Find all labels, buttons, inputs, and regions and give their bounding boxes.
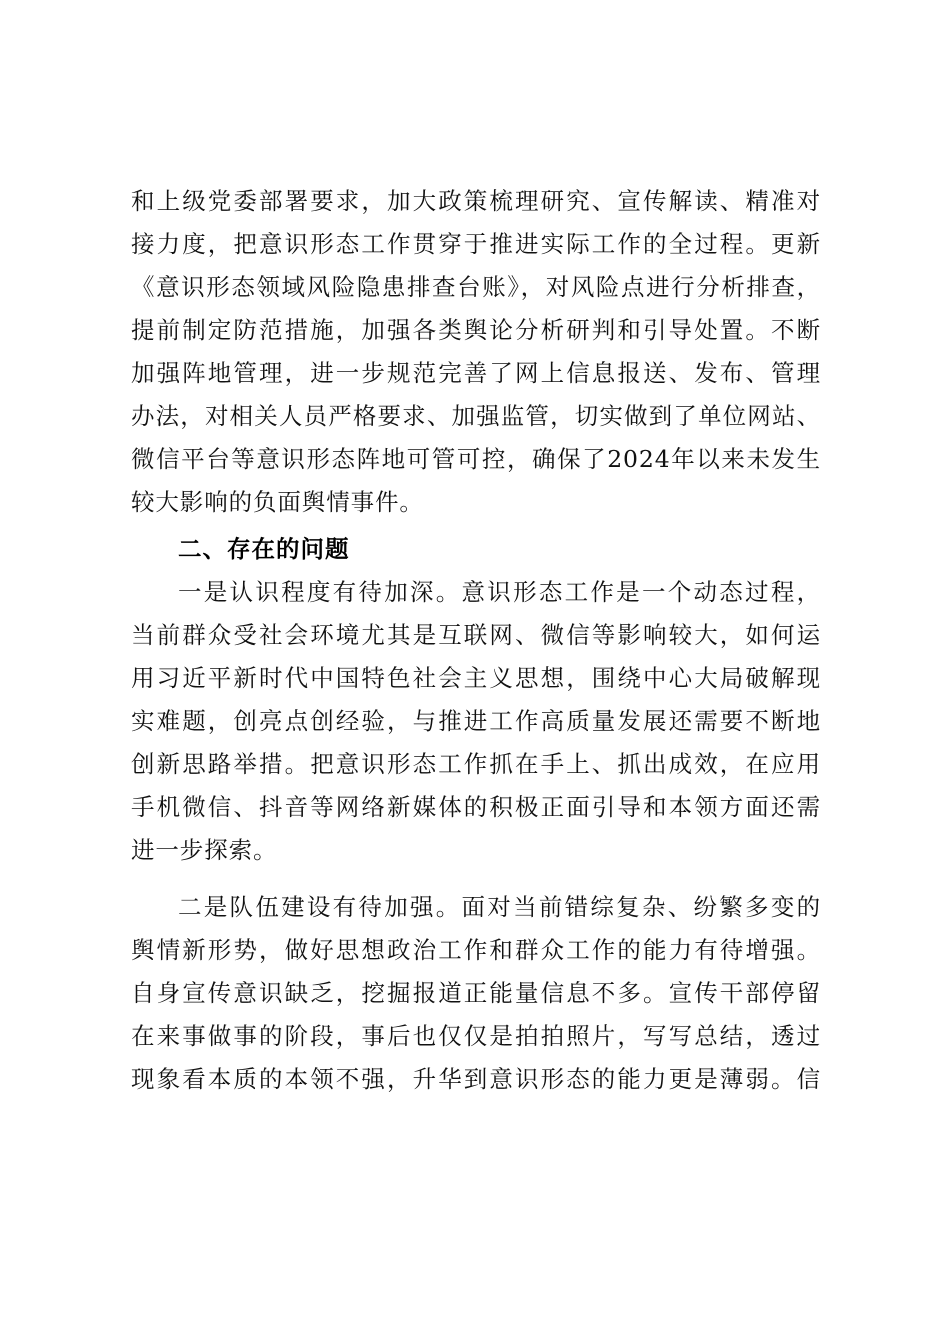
paragraph-spacer xyxy=(131,872,821,886)
text-line: 接力度，把意识形态工作贯穿于推进实际工作的全过程。更新 xyxy=(131,230,821,258)
text-line: 微信平台等意识形态阵地可管可控，确保了2024年以来未发生 xyxy=(131,445,821,473)
text-line: 《意识形态领域风险隐患排查台账》，对风险点进行分析排查， xyxy=(131,273,821,301)
text-line: 二是队伍建设有待加强。面对当前错综复杂、纷繁多变的 xyxy=(178,893,821,921)
text-line: 办法，对相关人员严格要求、加强监管，切实做到了单位网站、 xyxy=(131,402,821,430)
paragraph-team-building-issue xyxy=(131,886,821,1101)
text-line: 进一步探索。 xyxy=(131,836,278,864)
paragraph-awareness-issue xyxy=(131,571,821,872)
text-line: 一是认识程度有待加深。意识形态工作是一个动态过程， xyxy=(178,578,821,606)
text-line: 当前群众受社会环境尤其是互联网、微信等影响较大，如何运 xyxy=(131,621,821,649)
text-line: 较大影响的负面舆情事件。 xyxy=(131,488,424,516)
text-line: 自身宣传意识缺乏，挖掘报道正能量信息不多。宣传干部停留 xyxy=(131,979,821,1007)
text-line: 用习近平新时代中国特色社会主义思想，围绕中心大局破解现 xyxy=(131,664,821,692)
text-line: 现象看本质的本领不强，升华到意识形态的能力更是薄弱。信 xyxy=(131,1065,821,1093)
text-line: 舆情新形势，做好思想政治工作和群众工作的能力有待增强。 xyxy=(131,936,821,964)
text-line: 创新思路举措。把意识形态工作抓在手上、抓出成效，在应用 xyxy=(131,750,821,778)
text-line: 在来事做事的阶段，事后也仅仅是拍拍照片，写写总结，透过 xyxy=(131,1022,821,1050)
section-heading: 二、存在的问题 xyxy=(178,535,350,563)
text-line: 提前制定防范措施，加强各类舆论分析研判和引导处置。不断 xyxy=(131,316,821,344)
text-line: 实难题，创亮点创经验，与推进工作高质量发展还需要不断地 xyxy=(131,707,821,735)
text-line: 加强阵地管理，进一步规范完善了网上信息报送、发布、管理 xyxy=(131,359,821,387)
text-line: 和上级党委部署要求，加大政策梳理研究、宣传解读、精准对 xyxy=(131,187,821,215)
text-line: 手机微信、抖音等网络新媒体的积极正面引导和本领方面还需 xyxy=(131,793,821,821)
paragraph-policy-implementation xyxy=(131,180,821,524)
document-body xyxy=(131,180,821,1101)
